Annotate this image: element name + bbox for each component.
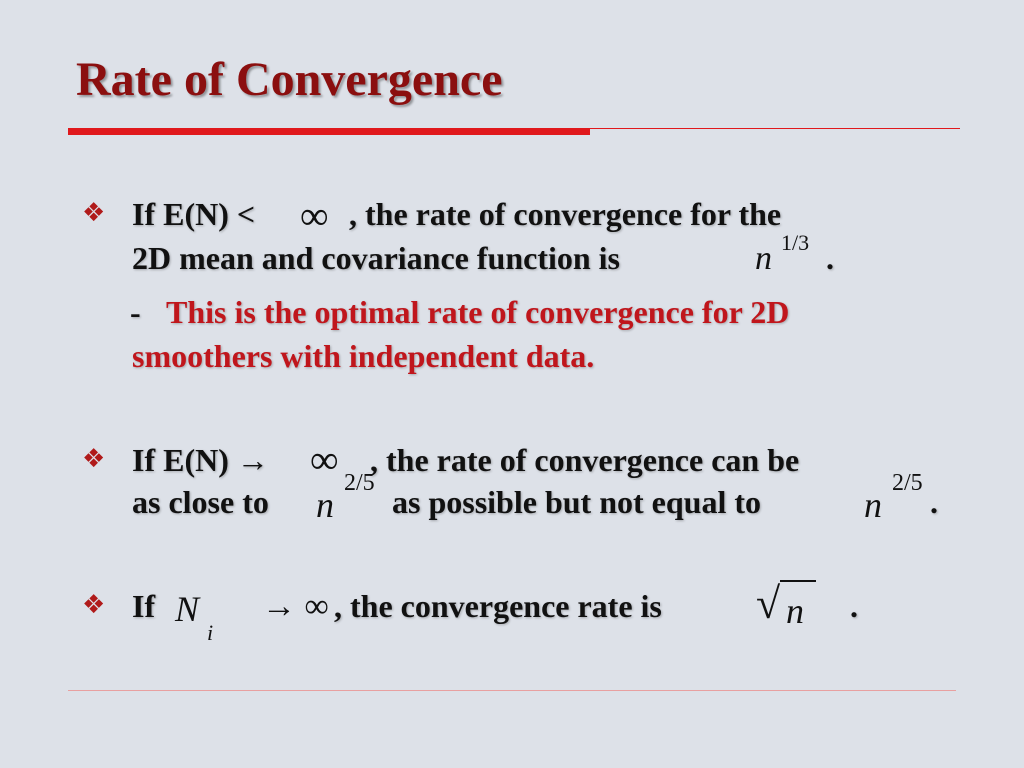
title-underline-thin [590, 128, 960, 129]
bullet-3-period: . [850, 588, 858, 624]
bullet-2-line-2-start: as close to [132, 484, 269, 520]
math-n: n [755, 240, 772, 277]
sqrt-symbol: √ [756, 579, 781, 628]
bullet-2-line-1-end: , the rate of convergence can be [370, 442, 800, 478]
four-diamond-bullet-icon: ❖ [82, 590, 106, 620]
four-diamond-bullet-icon: ❖ [82, 198, 106, 228]
infinity-symbol: ∞ [310, 437, 339, 482]
bullet-3-start: If [132, 588, 156, 624]
math-exponent: 2/5 [344, 470, 375, 496]
slide-title: Rate of Convergence [76, 53, 503, 106]
sqrt-overline [780, 580, 816, 582]
bullet-1-line-1-end: , the rate of convergence for the [349, 196, 782, 232]
title-underline-thick [68, 128, 590, 135]
infinity-symbol: ∞ [300, 193, 329, 238]
math-arrow-infinity: → ∞ [262, 588, 329, 625]
math-n: n [316, 485, 334, 525]
sub-item-dash: - [130, 294, 141, 330]
bullet-1-line-1-start: If E(N) < [132, 196, 256, 232]
sub-item-line-2: smoothers with independent data. [132, 338, 595, 374]
bullet-2-line-2-middle: as possible but not equal to [392, 484, 761, 520]
math-exponent: 2/5 [892, 470, 923, 496]
bullet-3-middle: , the convergence rate is [334, 588, 662, 624]
bullet-1-period: . [826, 240, 834, 276]
bullet-2-line-1-start: If E(N) → [132, 442, 269, 478]
bullet-2-period: . [930, 484, 938, 520]
sub-item-line-1: This is the optimal rate of convergence for 2D [166, 294, 790, 330]
math-n: n [786, 591, 804, 631]
four-diamond-bullet-icon: ❖ [82, 444, 106, 474]
math-N: N [175, 589, 200, 629]
bullet-1-line-2: 2D mean and covariance function is [132, 240, 620, 276]
math-subscript-i: i [207, 620, 214, 645]
footer-divider [68, 690, 956, 691]
math-exponent: 1/3 [781, 230, 810, 255]
math-n: n [864, 485, 882, 525]
